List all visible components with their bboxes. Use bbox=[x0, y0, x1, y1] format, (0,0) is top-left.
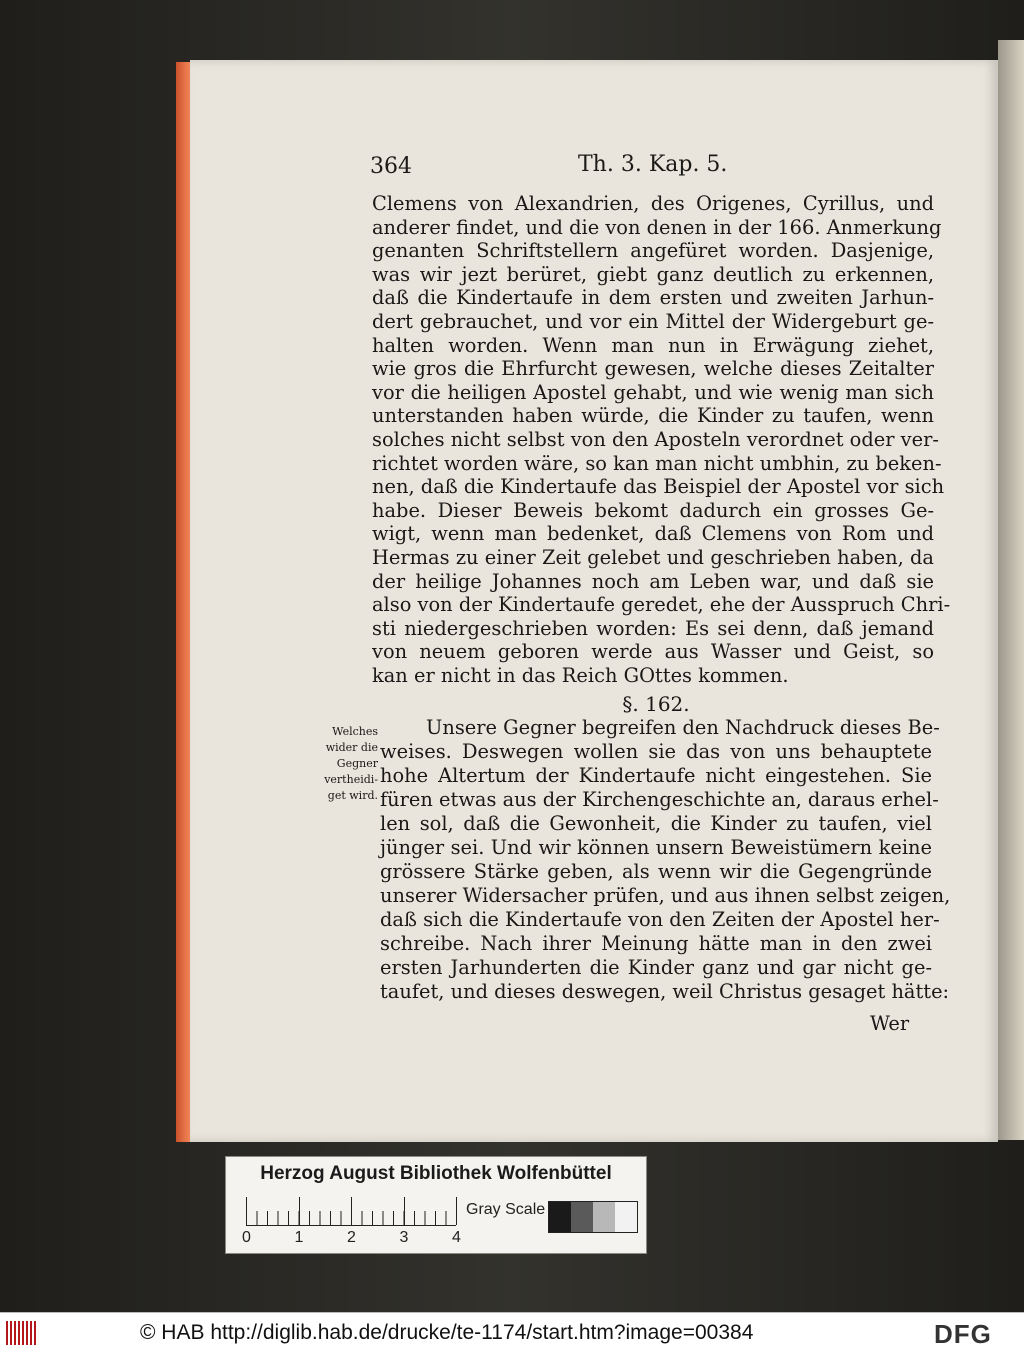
marginal-note-line: vertheidi- bbox=[324, 773, 378, 786]
text-line: schreibe. Nach ihrer Meinung hätte man in den zwei bbox=[380, 932, 932, 955]
text-line: der heilige Johannes noch am Leben war, und daß sie bbox=[372, 569, 934, 593]
text-line: kan er nicht in das Reich GOttes kommen. bbox=[372, 663, 789, 687]
text-line: weises. Deswegen wollen sie das von uns behauptete bbox=[380, 740, 932, 763]
running-head: Th. 3. Kap. 5. bbox=[578, 152, 728, 177]
catchword: Wer bbox=[870, 1012, 910, 1035]
text-line: was wir jezt berüret, giebt ganz deutlich zu erkennen, bbox=[372, 262, 934, 286]
footer-bar bbox=[0, 1312, 1024, 1353]
marginal-note-line: get wird. bbox=[327, 789, 378, 802]
text-line: solches nicht selbst von den Aposteln verordnet oder ver- bbox=[372, 427, 939, 451]
ruler-tick bbox=[456, 1197, 457, 1225]
page-header bbox=[370, 150, 930, 184]
text-line: sti niedergeschrieben worden: Es sei denn, daß jemand bbox=[372, 616, 934, 640]
ruler-major-ticks bbox=[246, 1197, 456, 1225]
text-line: ersten Jarhunderten die Kinder ganz und gar nicht ge- bbox=[380, 956, 932, 979]
text-line: Unsere Gegner begreifen den Nachdruck dieses Be- bbox=[426, 716, 940, 739]
hab-logo-icon[interactable] bbox=[6, 1321, 38, 1345]
gray-scale-label: Gray Scale bbox=[466, 1201, 546, 1218]
text-line: habe. Dieser Beweis bekomt dadurch ein grosses Ge- bbox=[372, 498, 934, 522]
paragraph-2 bbox=[380, 716, 951, 1004]
text-line: daß sich die Kindertaufe von den Zeiten der Apostel her- bbox=[380, 908, 940, 931]
gray-swatch bbox=[615, 1202, 637, 1232]
section-mark: §. 162. bbox=[622, 692, 690, 716]
text-line: halten worden. Wenn man nun in Erwägung ziehet, bbox=[372, 333, 934, 357]
text-line: jünger sei. Und wir können unsern Beweistümern keine bbox=[380, 836, 932, 859]
color-chart bbox=[225, 1156, 647, 1254]
text-line: genanten Schriftstellern angefüret worden. Dasjenige, bbox=[372, 239, 934, 263]
marginal-note-line: wider die bbox=[325, 741, 378, 754]
marginal-note-line: Gegner bbox=[336, 757, 378, 770]
ruler-number: 2 bbox=[347, 1229, 356, 1246]
ruler-number: 0 bbox=[242, 1229, 251, 1246]
text-line: füren etwas aus der Kirchengeschichte an, daraus erhel- bbox=[380, 788, 939, 811]
text-line: daß die Kindertaufe in dem ersten und zweiten Jarhun- bbox=[372, 286, 934, 310]
ruler-numbers bbox=[240, 1229, 480, 1249]
copyright-link[interactable]: © HAB http://diglib.hab.de/drucke/te-1174/start.htm?image=00384 bbox=[140, 1321, 754, 1344]
text-line: unserer Widersacher prüfen, und aus ihnen selbst zeigen, bbox=[380, 884, 951, 907]
text-line: vor die heiligen Apostel gehabt, und wie wenig man sich bbox=[372, 380, 934, 404]
text-line: wigt, wenn man bedenket, daß Clemens von Rom und bbox=[372, 522, 934, 546]
text-line: wie gros die Ehrfurcht gewesen, welche dieses Zeitalter bbox=[372, 357, 934, 381]
ruler-tick bbox=[299, 1197, 300, 1225]
text-line: also von der Kindertaufe geredet, ehe der Ausspruch Chri- bbox=[372, 593, 951, 617]
marginal-note-line: Welches bbox=[332, 725, 378, 738]
gray-swatch bbox=[593, 1202, 615, 1232]
text-line: richtet worden wäre, so kan man nicht umbhin, zu beken- bbox=[372, 451, 942, 475]
text-line: unterstanden haben würde, die Kinder zu taufen, wenn bbox=[372, 404, 934, 428]
ruler-tick bbox=[351, 1197, 352, 1225]
text-line: von neuem geboren werde aus Wasser und Geist, so bbox=[372, 640, 934, 664]
text-line: hohe Altertum der Kindertaufe nicht eingestehen. Sie bbox=[380, 764, 932, 787]
text-line: Clemens von Alexandrien, des Origenes, Cyrillus, und bbox=[372, 192, 934, 215]
ruler-tick bbox=[404, 1197, 405, 1225]
dfg-logo[interactable]: DFG bbox=[934, 1319, 992, 1349]
text-line: Hermas zu einer Zeit gelebet und geschrieben haben, da bbox=[372, 545, 934, 569]
page-number: 364 bbox=[370, 154, 412, 179]
text-line: anderer findet, und die von denen in der 166. Anmerkung bbox=[372, 215, 942, 239]
text-line: grössere Stärke geben, als wenn wir die Gegengründe bbox=[380, 860, 932, 883]
ruler-number: 4 bbox=[452, 1229, 461, 1246]
ruler-tick bbox=[246, 1197, 247, 1225]
facing-page-edge bbox=[998, 40, 1024, 1140]
text-line: dert gebrauchet, und vor ein Mittel der Widergeburt ge- bbox=[372, 309, 934, 333]
ruler-number: 3 bbox=[399, 1229, 409, 1246]
text-line: nen, daß die Kindertaufe das Beispiel der Apostel vor sich bbox=[372, 475, 945, 499]
marginal-note bbox=[298, 724, 378, 804]
ruler-number: 1 bbox=[294, 1229, 304, 1246]
gray-scale-swatches bbox=[548, 1201, 638, 1233]
color-chart-title: Herzog August Bibliothek Wolfenbüttel bbox=[260, 1163, 612, 1184]
text-line: len sol, daß die Gewonheit, die Kinder zu taufen, viel bbox=[380, 812, 932, 835]
gray-swatch bbox=[549, 1202, 571, 1232]
text-line: taufet, und dieses deswegen, weil Christus gesaget hätte: bbox=[380, 980, 950, 1003]
paragraph-1 bbox=[372, 192, 951, 687]
gray-swatch bbox=[571, 1202, 593, 1232]
